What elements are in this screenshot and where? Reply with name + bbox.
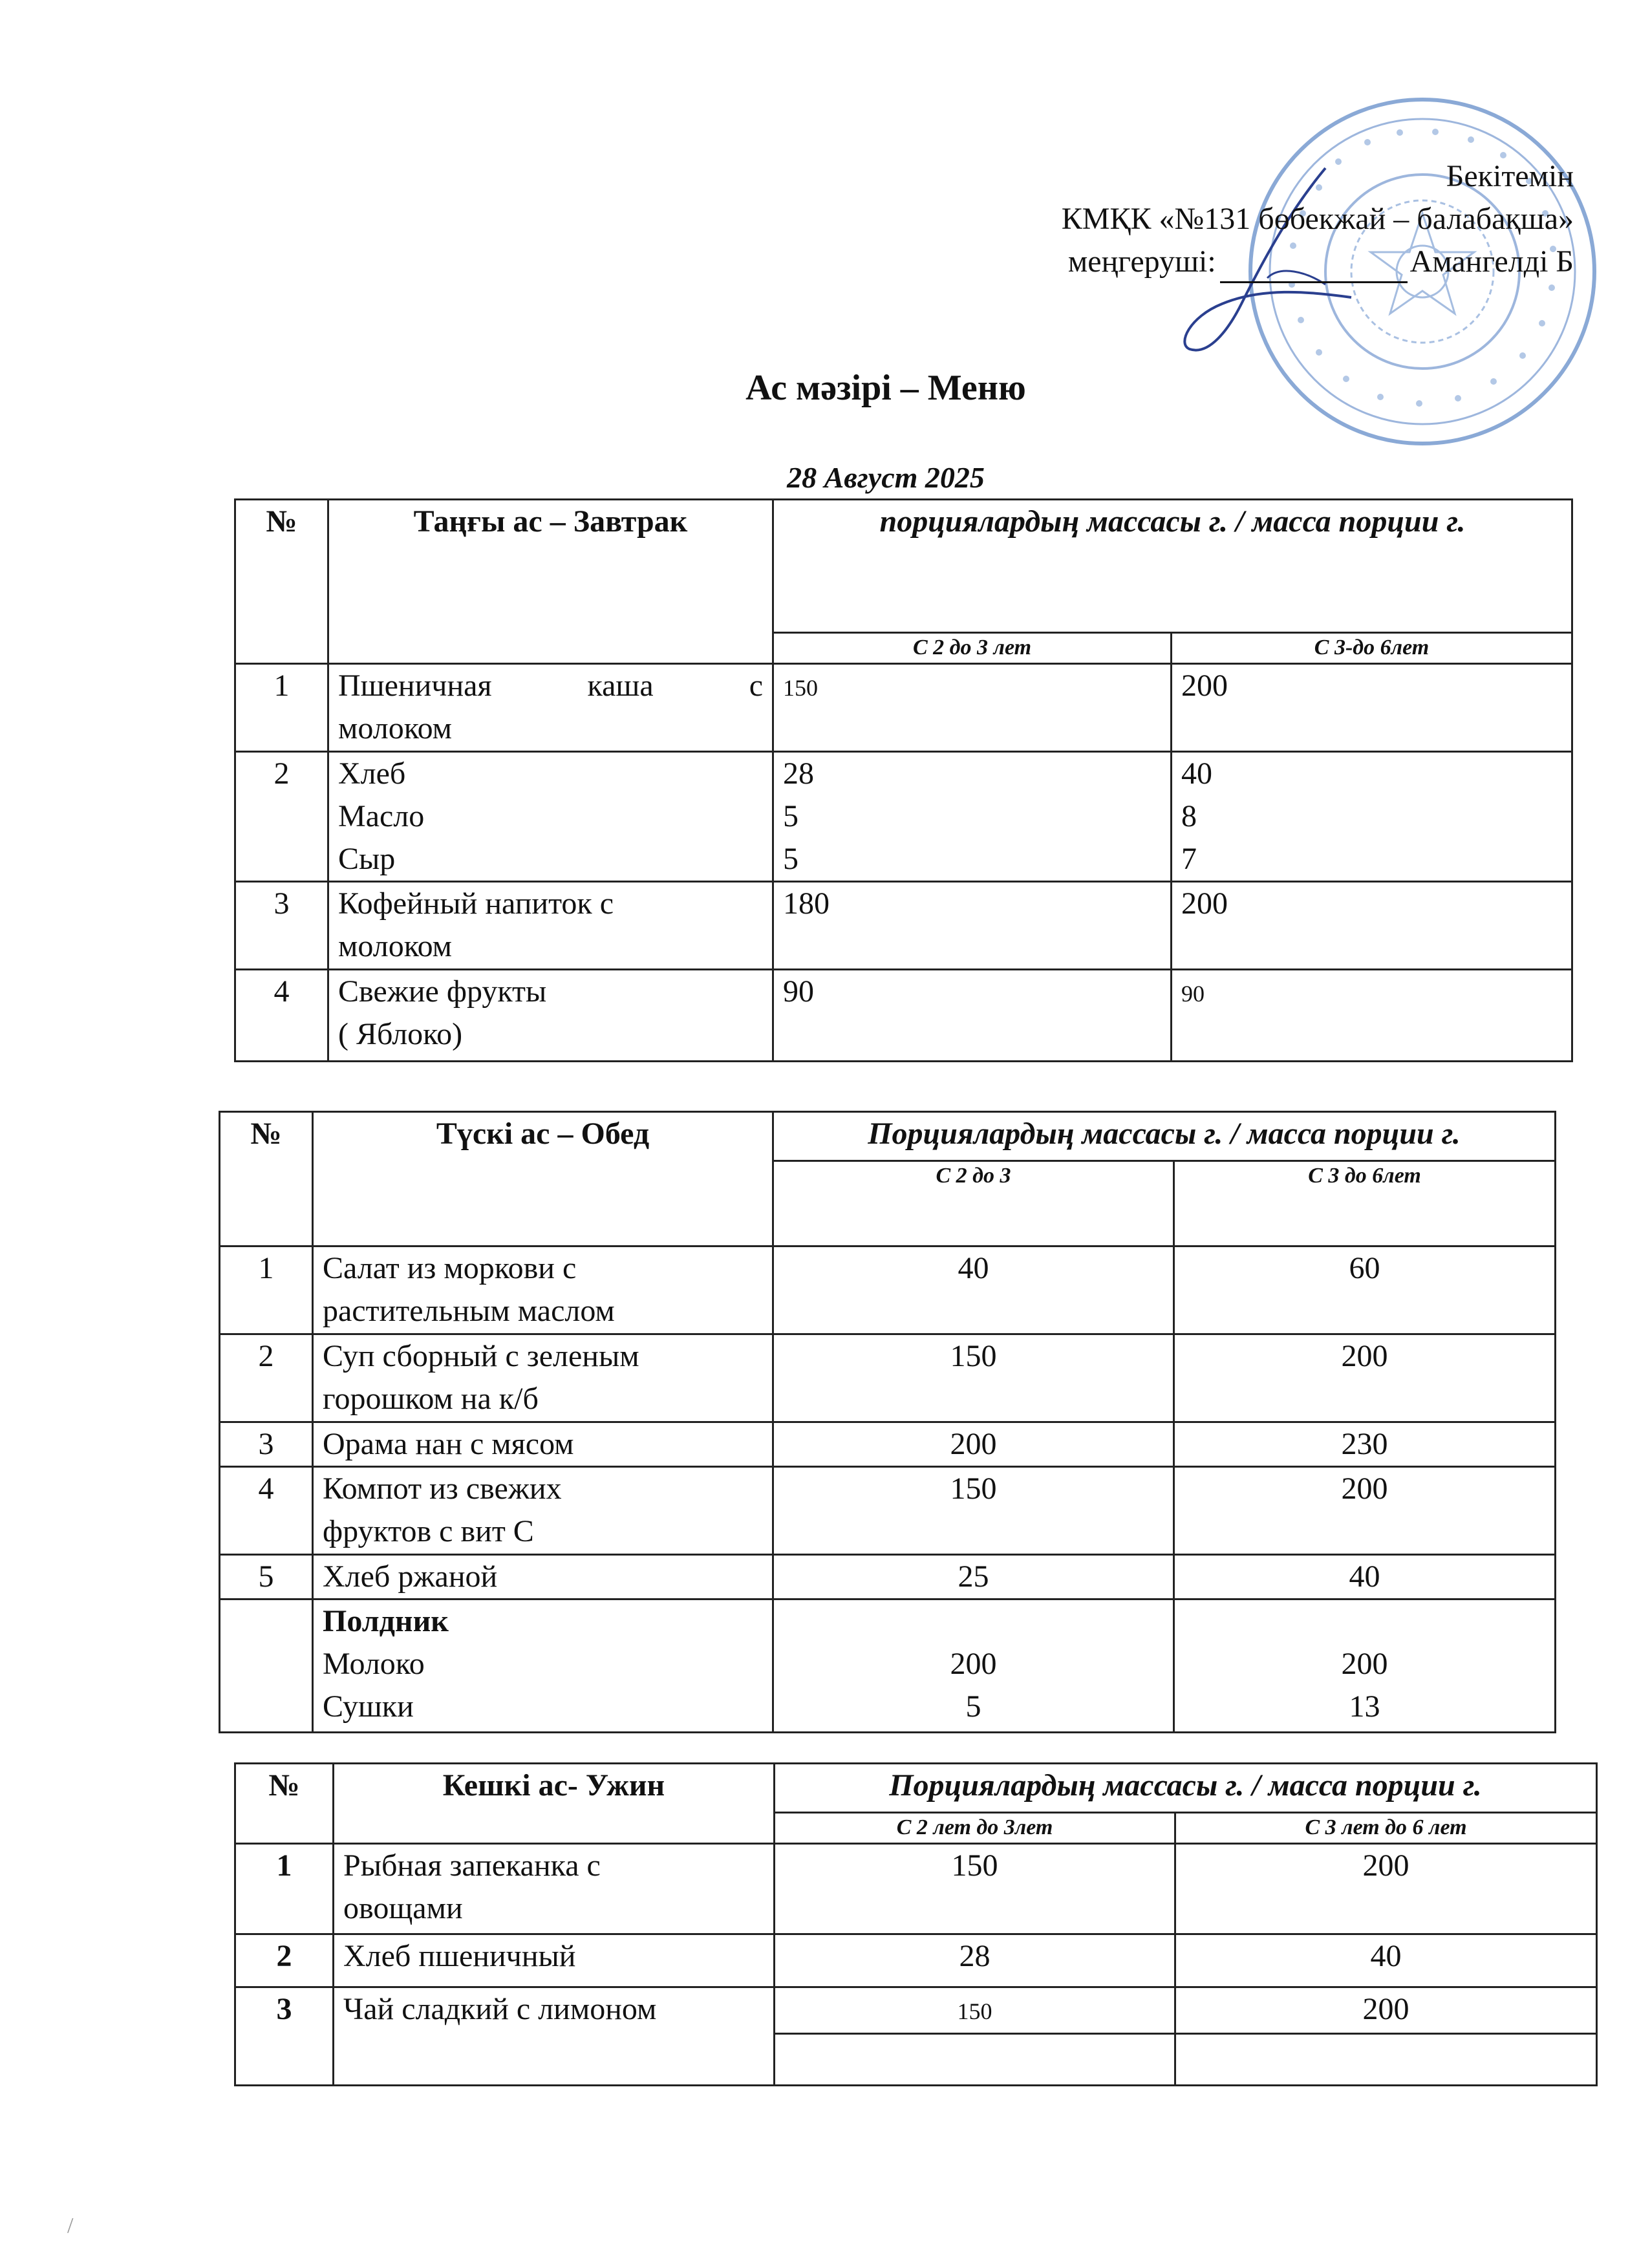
row-number: 2 [235, 1934, 334, 1987]
lunch-age-col-1: С 2 до 3 [773, 1161, 1174, 1246]
approval-line-2: КМҚК «№131 бөбекжай – балабақша» [1061, 202, 1574, 236]
menu-date: 28 Август 2025 [787, 461, 985, 494]
table-row [235, 1844, 1597, 1934]
row-number: 4 [220, 1467, 313, 1555]
approval-block [1062, 155, 1574, 283]
dish-name-line-1: Компот из свежих [323, 1471, 562, 1506]
portion-value-2: 200 [1175, 1987, 1597, 2034]
portion-value: 5 [965, 1689, 981, 1724]
lunch-portion-header: Порциялардың массасы г. / масса порции г. [773, 1112, 1556, 1161]
dish-name-line-2: ( Яблоко) [338, 1017, 463, 1051]
portion-value-2: 40 [1174, 1555, 1556, 1599]
dinner-num-header: № [235, 1764, 334, 1844]
row-number: 1 [235, 1844, 334, 1934]
table-row [220, 1555, 1556, 1599]
breakfast-portion-header: порциялардың массасы г. / масса порции г. [773, 500, 1572, 633]
dish-name-line-2: фруктов с вит С [323, 1514, 534, 1548]
portion-value: 13 [1349, 1689, 1380, 1724]
dish-word: с [749, 669, 763, 703]
portion-value-1: 180 [773, 882, 1172, 970]
portion-value: 150 [783, 675, 818, 701]
dish-name: Чай сладкий с лимоном [334, 1987, 775, 2086]
row-number: 3 [235, 1987, 334, 2086]
breakfast-age-col-1: С 2 до 3 лет [773, 633, 1172, 664]
dinner-table [234, 1762, 1598, 2086]
lunch-title: Түскі ас – Обед [313, 1112, 773, 1246]
dish-name-line-1: Кофейный напиток с [338, 886, 614, 921]
dish-name: Хлеб ржаной [313, 1555, 773, 1599]
dish-item: Хлеб [338, 756, 406, 791]
dish-name: Хлеб пшеничный [334, 1934, 775, 1987]
spacer [783, 1600, 1164, 1643]
dish-name [328, 752, 773, 882]
approval-role: меңгеруші: [1067, 244, 1216, 279]
dish-item: Сушки [323, 1689, 414, 1724]
table-row [220, 1467, 1556, 1555]
dish-name-line-2: молоком [338, 711, 453, 745]
breakfast-num-header: № [235, 500, 328, 664]
portion-value-1: 150 [775, 1844, 1175, 1934]
table-row [235, 1934, 1597, 1987]
dish-name [328, 664, 773, 752]
dish-name [313, 1246, 773, 1334]
table-row [220, 1246, 1556, 1334]
portion-value-1: 90 [773, 970, 1172, 1062]
portion-value-2 [1172, 752, 1572, 882]
portion-value-1 [775, 1987, 1175, 2034]
portion-value-2 [1172, 970, 1572, 1062]
row-number: 3 [235, 882, 328, 970]
lunch-num-header: № [220, 1112, 313, 1246]
table-row [235, 664, 1572, 752]
page-title: Ас мәзірі – Меню [745, 368, 1026, 408]
table-row [235, 752, 1572, 882]
table-row [220, 1334, 1556, 1422]
portion-value-1: 40 [773, 1246, 1174, 1334]
portion-value-1: 28 [775, 1934, 1175, 1987]
dish-name-line-1: Рыбная запеканка с [343, 1848, 601, 1883]
table-row [220, 1422, 1556, 1467]
portion-value-1: 25 [773, 1555, 1174, 1599]
row-number: 2 [220, 1334, 313, 1422]
dish-name [334, 1844, 775, 1934]
portion-value-2: 200 [1172, 882, 1572, 970]
portion-value-1 [773, 664, 1172, 752]
breakfast-age-col-2: С 3-до 6лет [1172, 633, 1572, 664]
dish-name-line-2: овощами [343, 1891, 463, 1925]
portion-value-2: 200 [1174, 1467, 1556, 1555]
portion-value-1 [773, 1599, 1174, 1733]
snack-row [220, 1599, 1556, 1733]
portion-value-2: 200 [1174, 1334, 1556, 1422]
portion-value: 150 [957, 1998, 992, 2024]
portion-value-1: 150 [773, 1334, 1174, 1422]
portion-value: 40 [1181, 756, 1212, 791]
dish-name-line-1 [338, 665, 763, 707]
dinner-age-col-1: С 2 лет до 3лет [775, 1813, 1175, 1844]
dish-name [328, 970, 773, 1062]
portion-value-2: 200 [1175, 1844, 1597, 1934]
dish-name [313, 1467, 773, 1555]
dish-name-line-2: растительным маслом [323, 1294, 615, 1328]
table-row [235, 970, 1572, 1062]
portion-value: 8 [1181, 799, 1197, 833]
dish-item: Молоко [323, 1647, 425, 1681]
row-number: 2 [235, 752, 328, 882]
row-number-empty [220, 1599, 313, 1733]
breakfast-table [234, 498, 1573, 1062]
approval-line-3 [1062, 241, 1574, 283]
portion-value-1: 200 [773, 1422, 1174, 1467]
dish-item: Сыр [338, 842, 396, 876]
approval-name: Амангелді Б [1409, 244, 1574, 279]
dish-name [313, 1599, 773, 1733]
portion-value-2: 230 [1174, 1422, 1556, 1467]
signature-line [1220, 251, 1408, 283]
row-number: 3 [220, 1422, 313, 1467]
portion-value: 200 [1341, 1647, 1388, 1681]
dish-name-line-2: горошком на к/б [323, 1382, 539, 1416]
dish-name-line-1: Суп сборный с зеленым [323, 1339, 639, 1373]
portion-value: 7 [1181, 842, 1197, 876]
dish-name-line-1: Салат из моркови с [323, 1251, 577, 1285]
portion-value-2: 40 [1175, 1934, 1597, 1987]
dinner-title: Кешкі ас- Ужин [334, 1764, 775, 1844]
lunch-table [219, 1111, 1556, 1733]
row-number: 1 [220, 1246, 313, 1334]
dish-name [328, 882, 773, 970]
table-row [235, 1987, 1597, 2034]
portion-value: 90 [1181, 981, 1205, 1007]
dish-item: Масло [338, 799, 425, 833]
spacer [1184, 1600, 1545, 1643]
empty-cell [775, 2034, 1175, 2086]
portion-value-2: 200 [1172, 664, 1572, 752]
portion-value-1 [773, 752, 1172, 882]
snack-title: Полдник [323, 1604, 449, 1638]
row-number: 5 [220, 1555, 313, 1599]
row-number: 1 [235, 664, 328, 752]
table-row [235, 882, 1572, 970]
dish-word: Пшеничная [338, 669, 492, 703]
dish-name: Орама нан с мясом [313, 1422, 773, 1467]
dish-name-line-1: Свежие фрукты [338, 974, 547, 1009]
portion-value-2: 60 [1174, 1246, 1556, 1334]
portion-value: 5 [783, 799, 798, 833]
portion-value: 200 [950, 1647, 997, 1681]
portion-value: 28 [783, 756, 814, 791]
dish-name [313, 1334, 773, 1422]
approval-line-1: Бекітемін [1446, 159, 1574, 193]
row-number: 4 [235, 970, 328, 1062]
portion-value-2 [1174, 1599, 1556, 1733]
portion-value-1: 150 [773, 1467, 1174, 1555]
dinner-age-col-2: С 3 лет до 6 лет [1175, 1813, 1597, 1844]
lunch-age-col-2: С 3 до 6лет [1174, 1161, 1556, 1246]
scan-mark: / [67, 2214, 74, 2238]
empty-cell [1175, 2034, 1597, 2086]
portion-value: 5 [783, 842, 798, 876]
breakfast-title: Таңғы ас – Завтрак [328, 500, 773, 664]
dish-name-line-2: молоком [338, 929, 453, 963]
dinner-portion-header: Порциялардың массасы г. / масса порции г. [775, 1764, 1597, 1813]
dish-word: каша [587, 669, 654, 703]
